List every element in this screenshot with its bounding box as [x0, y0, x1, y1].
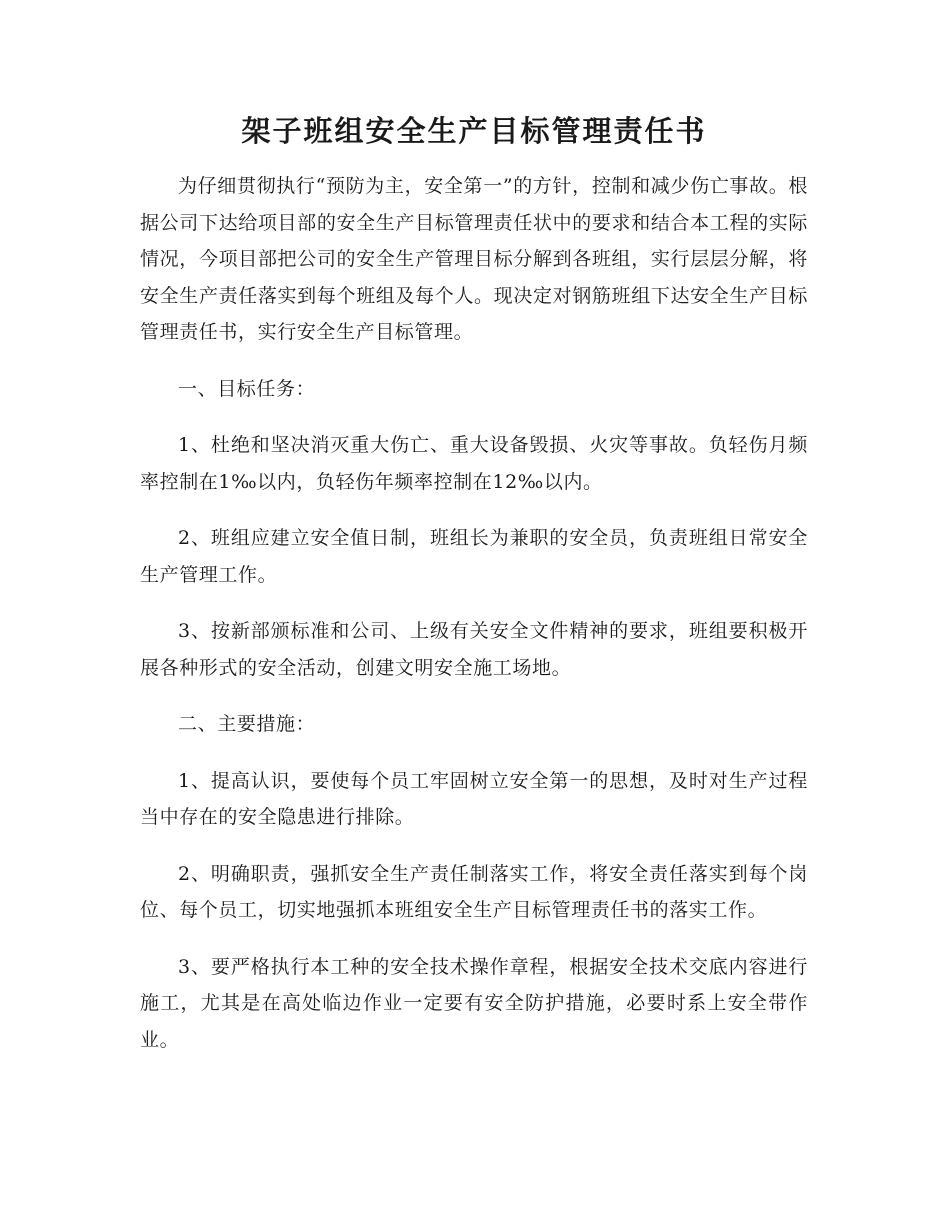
section-heading-measures: 二、主要措施： — [178, 713, 316, 735]
measure-item-3: 3、要严格执行本工种的安全技术操作章程，根据安全技术交底内容进行施工，尤其是在高处临边作业一定要有安全防护措施，必要时系上安全带作业。 — [140, 955, 808, 1051]
measure-item-1: 1、提高认识，要使每个员工牢固树立安全第一的思想，及时对生产过程当中存在的安全隐患进行排除。 — [140, 769, 808, 828]
paragraph-intro: 为仔细贯彻执行“预防为主，安全第一”的方针，控制和减少伤亡事故。根据公司下达给项目部的安全生产目标管理责任状中的要求和结合本工程的实际情况，今项目部把公司的安全生产管理目标分解到各班组，实行层层分解，将安全生产责任落实到每个班组及每个人。现决定对钢筋班组下达安全生产目标管理责任书，实行安全生产目标管理。 — [140, 175, 808, 343]
measure-item-2: 2、明确职责，强抓安全生产责任制落实工作，将安全责任落实到每个岗位、每个员工，切实地强抓本班组安全生产目标管理责任书的落实工作。 — [140, 862, 808, 921]
target-item-1: 1、杜绝和坚决消灭重大伤亡、重大设备毁损、火灾等事故。负轻伤月频率控制在1‰以内，负轻伤年频率控制在12‰以内。 — [140, 434, 808, 493]
document-title: 架子班组安全生产目标管理责任书 — [241, 114, 707, 148]
section-heading-targets: 一、目标任务： — [178, 377, 316, 400]
target-item-3: 3、按新部颁标准和公司、上级有关安全文件精神的要求，班组要积极开展各种形式的安全活动，创建文明安全施工场地。 — [140, 620, 808, 679]
target-item-2: 2、班组应建立安全值日制，班组长为兼职的安全员，负责班组日常安全生产管理工作。 — [140, 527, 808, 586]
document-page — [140, 108, 808, 1078]
